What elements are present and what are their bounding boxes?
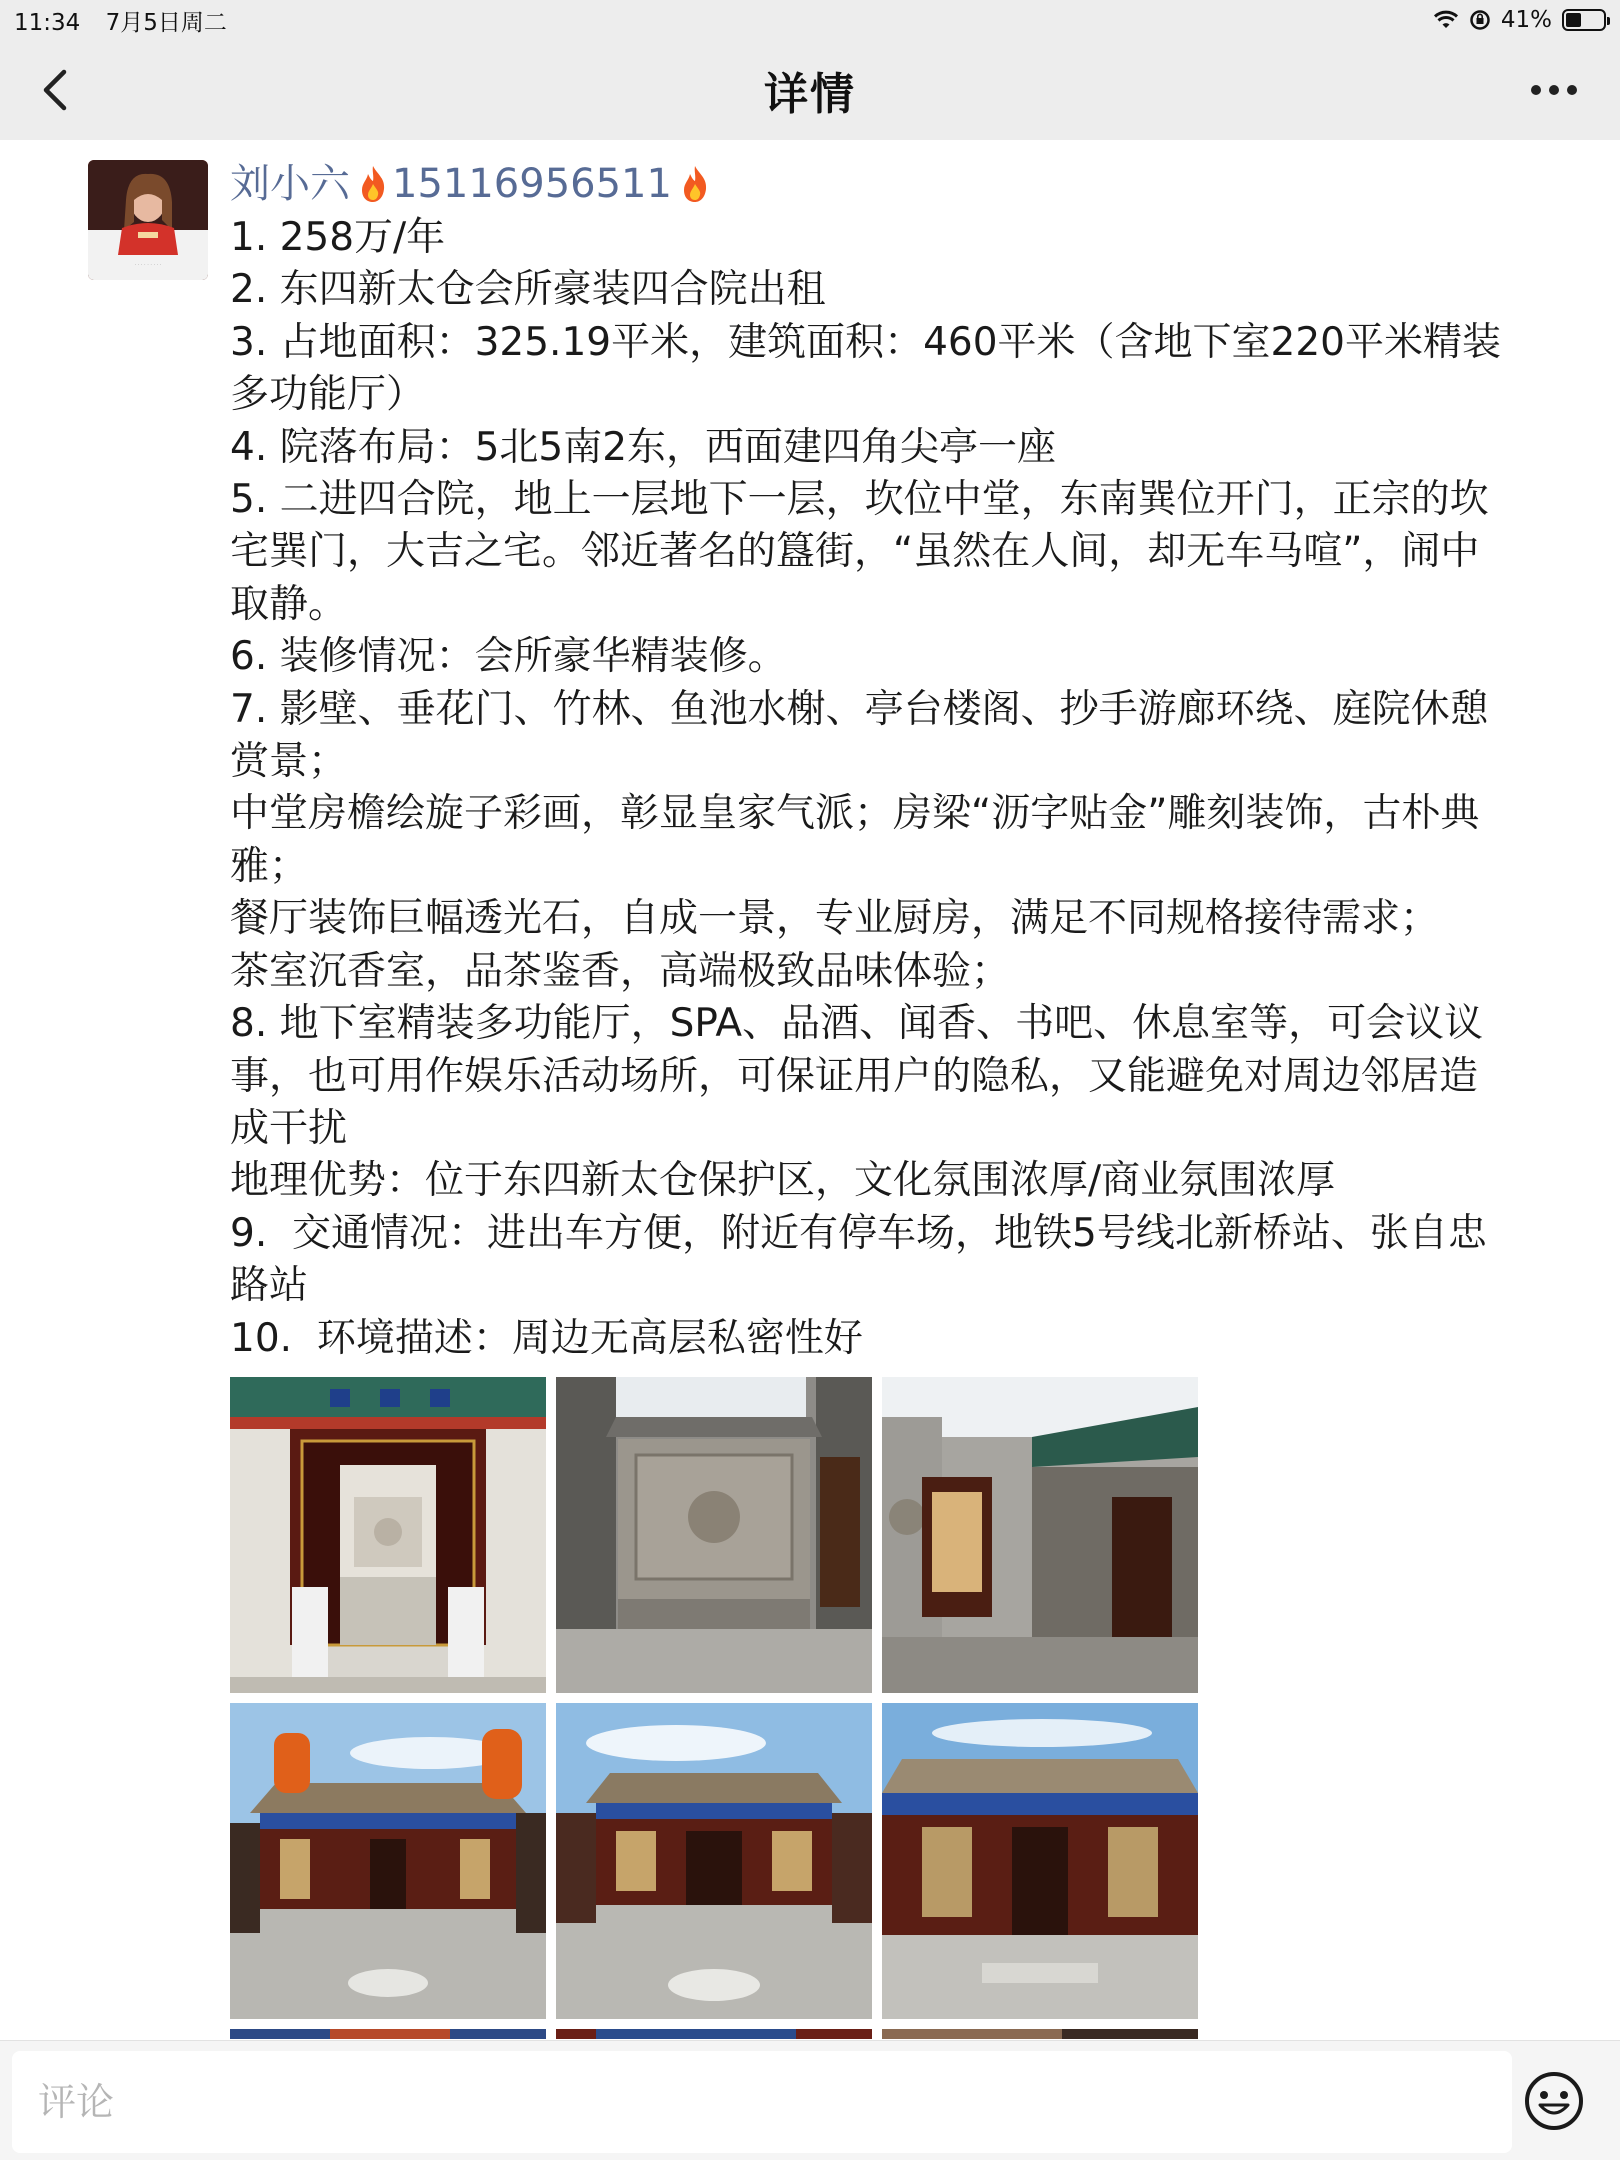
battery-level (1566, 13, 1581, 27)
photo-8[interactable] (556, 2029, 872, 2039)
post-line: 茶室沉香室，品茶鉴香，高端极致品味体验； (230, 948, 1011, 994)
post-line: 1. 258万/年 (230, 215, 446, 260)
status-left (14, 4, 245, 37)
post-line: 赏景； (230, 739, 348, 785)
gate-photo[interactable] (230, 1377, 546, 1693)
post-line: 2. 东四新太仓会所豪装四合院出租 (230, 267, 826, 313)
comment-input[interactable] (12, 2051, 1512, 2153)
post-line: 4. 院落布局：5北5南2东，西面建四角尖亭一座 (230, 424, 1057, 470)
author-line[interactable] (230, 158, 1550, 210)
post-text (230, 212, 1550, 1365)
more-dots-icon[interactable] (1524, 70, 1584, 110)
fire-icon (680, 164, 710, 204)
corridor-photo[interactable] (882, 1377, 1198, 1693)
image-grid (230, 1377, 1200, 2039)
wifi-icon (1433, 9, 1459, 31)
post-line: 地理优势：位于东四新太仓保护区，文化氛围浓厚/商业氛围浓厚 (230, 1158, 1336, 1204)
post-line: 5. 二进四合院，地上一层地下一层，坎位中堂，东南巽位开门，正宗的坎 (230, 477, 1489, 523)
post-line: 事，也可用作娱乐活动场所，可保证用户的隐私，又能避免对周边邻居造 (230, 1053, 1479, 1099)
photo-7[interactable] (230, 2029, 546, 2039)
svg-text:· · · · · · · · ·: · · · · · · · · · (134, 262, 162, 268)
comment-bar (0, 2040, 1620, 2160)
author-phone[interactable]: 15116956511 (392, 161, 672, 207)
chevron-left-icon[interactable] (36, 66, 76, 114)
post-line: 6. 装修情况：会所豪华精装修。 (230, 634, 787, 680)
post-line: 取静。 (230, 581, 348, 627)
post-line: 成干扰 (230, 1105, 348, 1151)
post-line: 餐厅装饰巨幅透光石，自成一景，专业厨房，满足不同规格接待需求； (230, 896, 1440, 942)
author-name[interactable]: 刘小六 (230, 161, 350, 207)
photo-9[interactable] (882, 2029, 1198, 2039)
status-time: 11:34 (14, 9, 81, 36)
post-line: 宅巽门，大吉之宅。邻近著名的簋街，“虽然在人间，却无车马喧”，闹中 (230, 529, 1480, 575)
courtyard-lanterns-photo[interactable] (230, 1703, 546, 2019)
page-title: 详情 (764, 69, 856, 120)
post-line: 9. 交通情况：进出车方便，附近有停车场，地铁5号线北新桥站、张自忠 (230, 1210, 1487, 1256)
post-line: 10. 环境描述：周边无高层私密性好 (230, 1315, 863, 1361)
post-detail (0, 140, 1620, 2040)
screen-wall-photo[interactable] (556, 1377, 872, 1693)
post-line: 多功能厅） (230, 372, 426, 418)
fire-icon (358, 164, 388, 204)
post-line: 雅； (230, 843, 309, 889)
post-line: 中堂房檐绘旋子彩画，彰显皇家气派；房梁“沥字贴金”雕刻装饰，古朴典 (230, 791, 1480, 837)
post-line: 路站 (230, 1263, 309, 1309)
rotation-lock-icon (1469, 9, 1491, 31)
post-line: 8. 地下室精装多功能厅，SPA、品酒、闻香、书吧、休息室等，可会议议 (230, 1001, 1484, 1047)
smiley-face-icon[interactable] (1522, 2069, 1586, 2133)
nav-bar (0, 40, 1620, 140)
post-body (230, 158, 1550, 1365)
battery-icon (1562, 9, 1606, 31)
battery-percent: 41% (1500, 7, 1552, 33)
courtyard-photo[interactable] (556, 1703, 872, 2019)
post-line: 3. 占地面积：325.19平米，建筑面积：460平米（含地下室220平米精装 (230, 319, 1501, 365)
status-bar (0, 0, 1620, 40)
main-hall-photo[interactable] (882, 1703, 1198, 2019)
avatar[interactable] (88, 160, 208, 280)
post-line: 7. 影壁、垂花门、竹林、鱼池水榭、亭台楼阁、抄手游廊环绕、庭院休憩 (230, 686, 1489, 732)
status-date: 7月5日周二 (105, 9, 227, 36)
status-right (1433, 7, 1606, 33)
